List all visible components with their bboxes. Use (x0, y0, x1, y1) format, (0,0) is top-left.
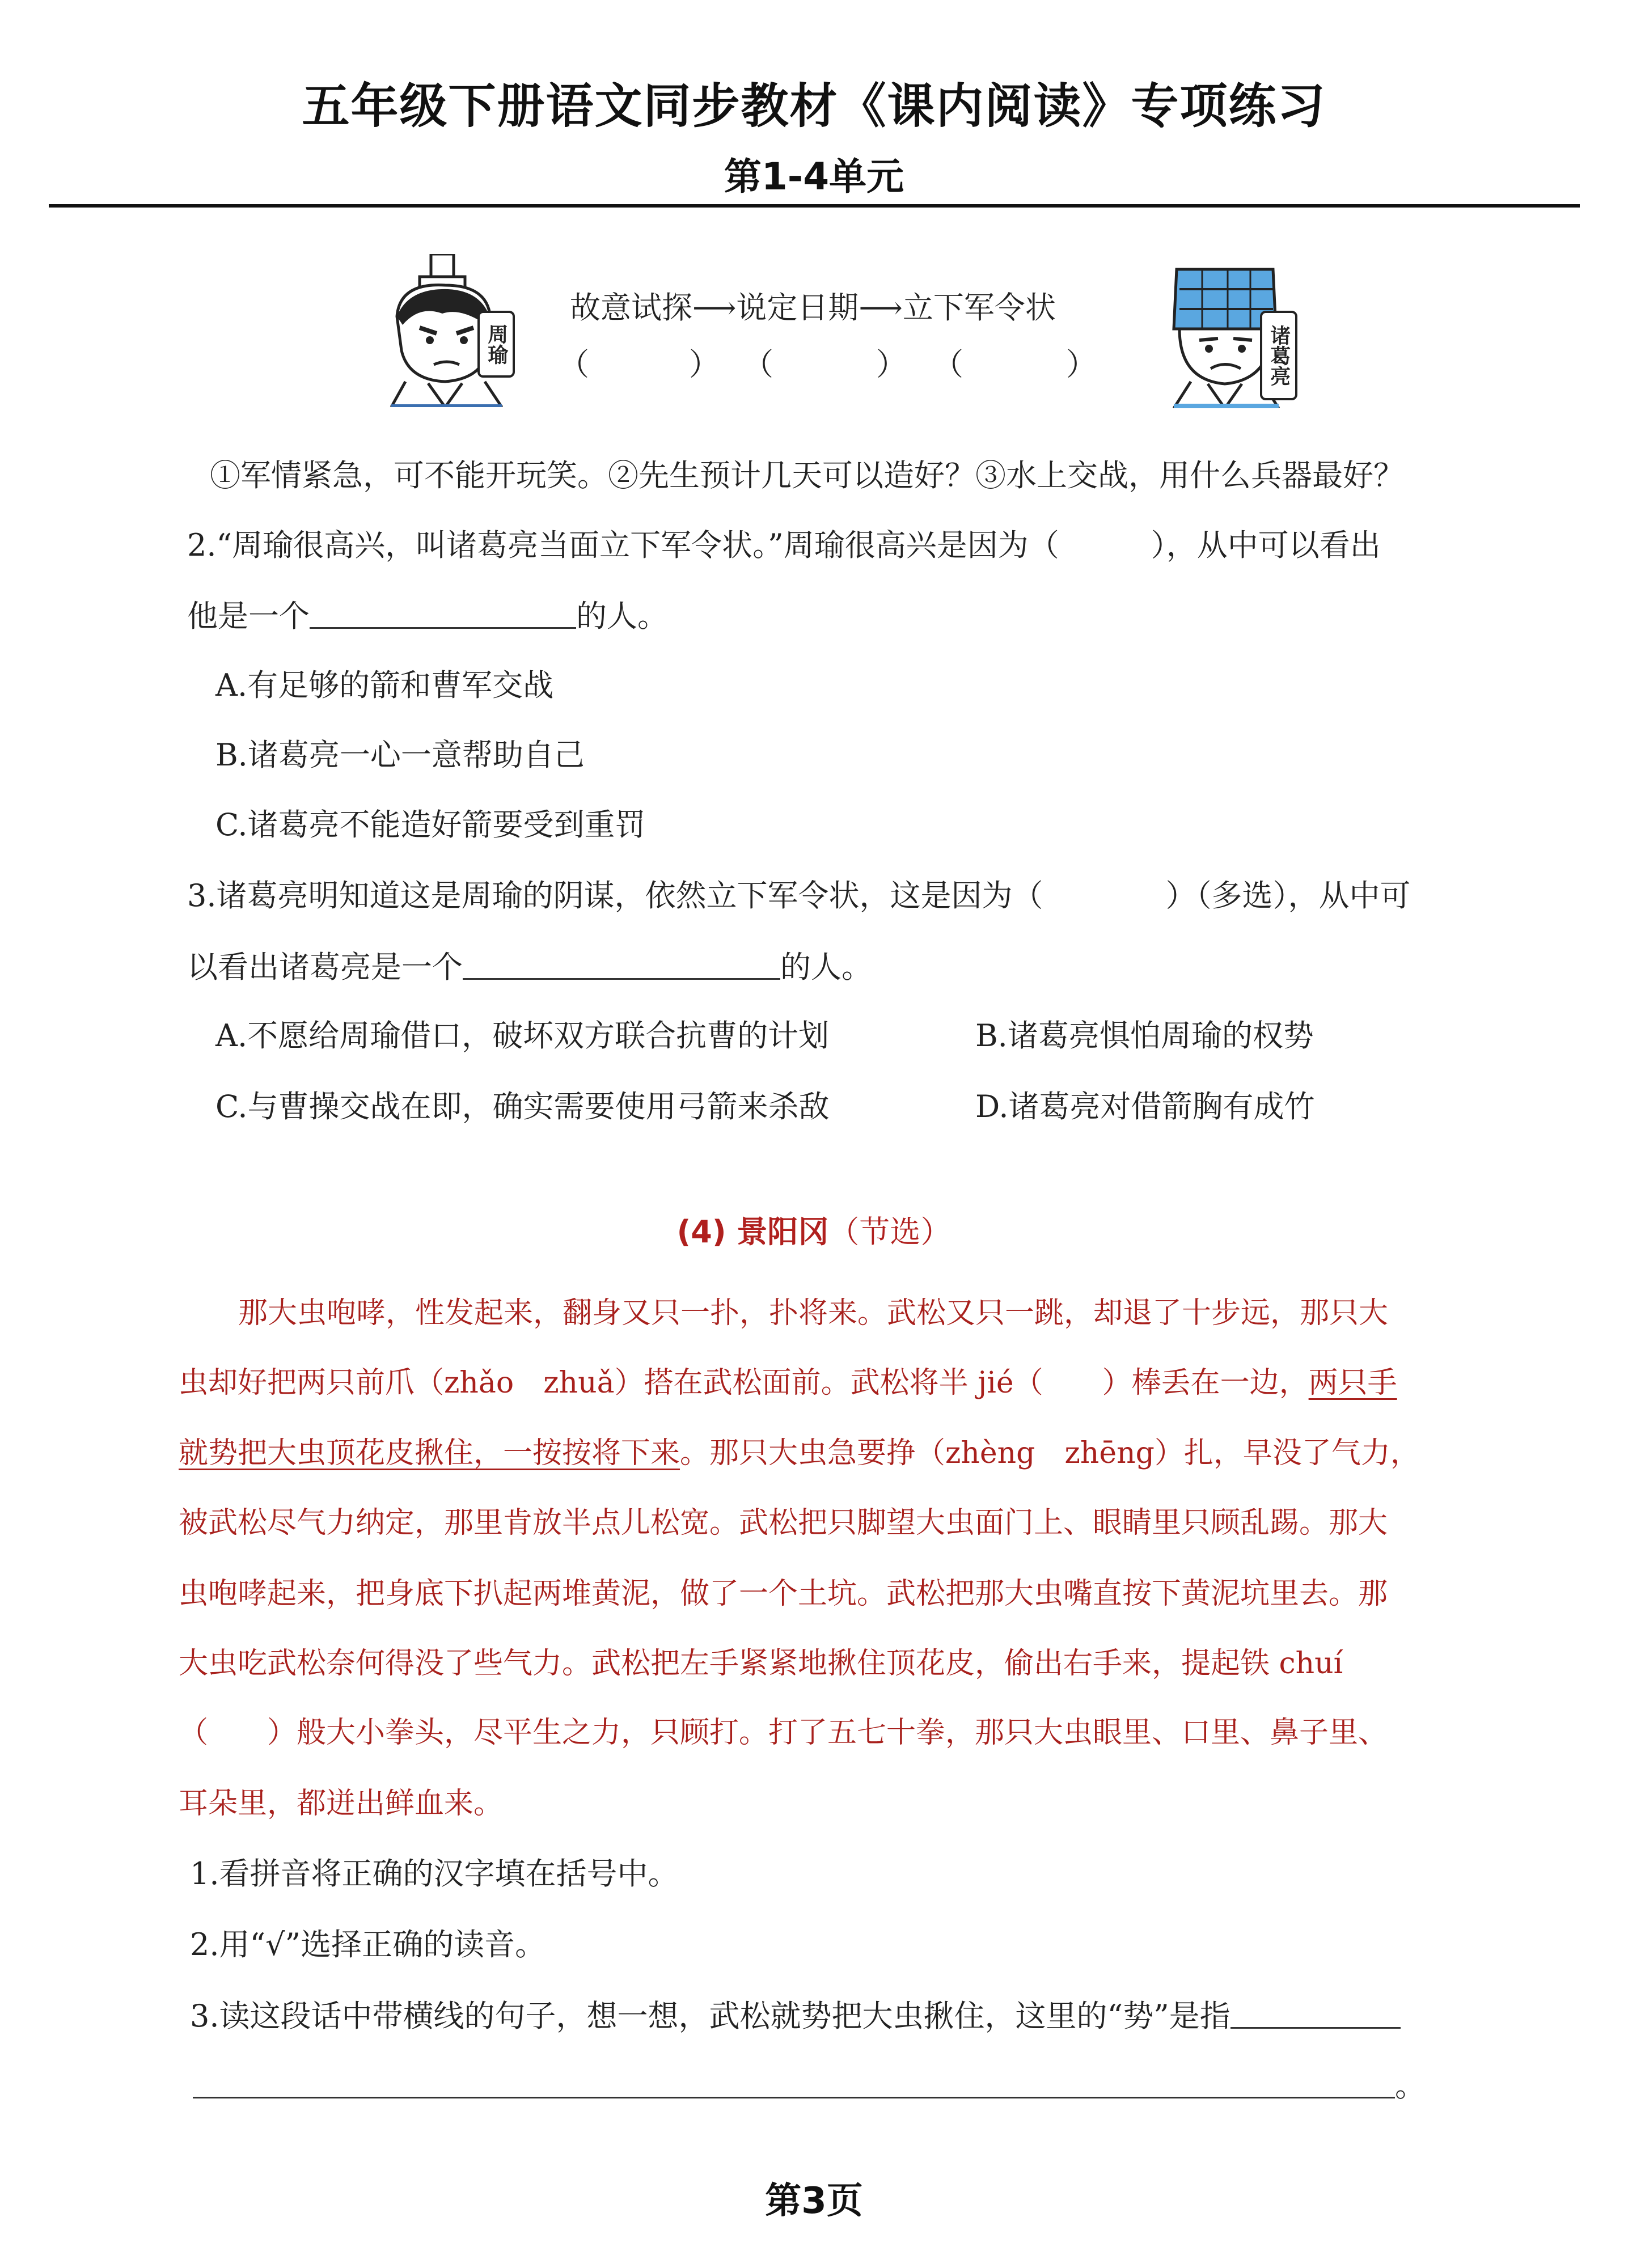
q2-option-c: C.诸葛亮不能造好箭要受到重罚 (215, 807, 646, 843)
passage-line-7: （ ）般大小拳头，尽平生之力，只顾打。打了五七十拳，那只大虫眼里、口里、鼻子里、 (179, 1716, 1388, 1750)
q2-option-a: A.有足够的箭和曹军交战 (215, 667, 554, 703)
section4-question-3-cont: 。 (193, 2070, 1426, 2101)
flow-arrow-icon: ⟶ (859, 290, 903, 325)
flow-blank-2-open: （ (743, 346, 773, 382)
passage-line-4: 被武松尽气力纳定，那里肯放半点儿松宽。武松把只脚望大虫面门上、眼睛里只顾乱踢。那大 (179, 1506, 1388, 1540)
section-title: (4) 景阳冈（节选） (676, 1214, 952, 1250)
passage-line-5: 虫咆哮起来，把身底下扒起两堆黄泥，做了一个土坑。武松把那大虫嘴直按下黄泥坑里去。那 (179, 1577, 1388, 1611)
q3-option-c: C.与曹操交战在即，确实需要使用弓箭来杀敌 (215, 1089, 830, 1124)
section4-q3-blank-b[interactable] (193, 2070, 1395, 2098)
flow-blank-1-open: （ (559, 346, 589, 382)
page-subtitle: 第1-4单元 (724, 155, 904, 198)
passage-line-3: 就势把大虫顶花皮揪住，一按按将下来。那只大虫急要挣（zhèng zhēng）扎，早没了气力， (179, 1436, 1420, 1470)
passage-line-6: 大虫吃武松奈何得没了些气力。武松把左手紧紧地揪住顶花皮，偷出右手来，提起铁 chuí (179, 1647, 1343, 1681)
q3-option-b: B.诸葛亮惧怕周瑜的权势 (975, 1018, 1314, 1053)
choice-options-line: ①军情紧急，可不能开玩笑。②先生预计几天可以造好？③水上交战，用什么兵器最好？ (210, 458, 1404, 493)
flow-blank-3-close: ） (1066, 346, 1097, 382)
underlined-sentence-part1: 两只手 (1308, 1366, 1397, 1400)
header-divider (49, 204, 1580, 208)
flow-arrow-icon: ⟶ (692, 290, 737, 325)
zhuge-liang-label: 诸葛亮 (1260, 311, 1297, 400)
underlined-sentence-part2: 就势把大虫顶花皮揪住，一按按将下来 (179, 1436, 680, 1470)
q3-line2: 以看出诸葛亮是一个 的人。 (187, 949, 872, 985)
q3-option-d: D.诸葛亮对借箭胸有成竹 (975, 1089, 1315, 1124)
section4-q3-blank-a[interactable] (1230, 2000, 1401, 2029)
q3-option-a: A.不愿给周瑜借口，破坏双方联合抗曹的计划 (215, 1018, 830, 1053)
passage-line-8: 耳朵里，都迸出鲜血来。 (179, 1787, 504, 1821)
zhou-yu-label: 周瑜 (477, 311, 515, 378)
section4-question-3: 3.读这段话中带横线的句子，想一想，武松就势把大虫揪住，这里的“势”是指 (190, 2000, 1401, 2032)
section4-question-1: 1.看拼音将正确的汉字填在括号中。 (190, 1856, 679, 1892)
flow-chart (570, 284, 1056, 327)
flow-step-2: 说定日期 (736, 290, 859, 325)
flow-step-3: 立下军令状 (902, 290, 1056, 325)
q3-answer-blank[interactable] (463, 951, 780, 980)
q2-answer-blank[interactable] (310, 600, 576, 629)
q2-line1: 2.“周瑜很高兴，叫诸葛亮当面立下军令状。”周瑜很高兴是因为（ ），从中可以看出 (187, 527, 1381, 563)
flow-step-1: 故意试探 (570, 290, 692, 325)
passage-line-1: 那大虫咆哮，性发起来，翻身又只一扑，扑将来。武松又只一跳，却退了十步远，那只大 (238, 1296, 1389, 1330)
flow-blank-1-close: ） (689, 346, 720, 382)
q3-line1: 3.诸葛亮明知道这是周瑜的阴谋，依然立下军令状，这是因为（ ）（多选），从中可 (187, 878, 1411, 913)
passage-line-2: 虫却好把两只前爪（zhǎo zhuǎ）搭在武松面前。武松将半 jié（ ）棒丢在一边，两只手 (179, 1366, 1397, 1400)
page-title: 五年级下册语文同步教材《课内阅读》专项练习 (302, 78, 1326, 134)
q2-option-b: B.诸葛亮一心一意帮助自己 (215, 737, 585, 773)
flow-blank-2-close: ） (876, 346, 907, 382)
page-number: 第3页 (765, 2180, 863, 2222)
q2-line2: 他是一个 的人。 (187, 598, 668, 634)
flow-blank-3-open: （ (933, 346, 963, 382)
section4-question-2: 2.用“√”选择正确的读音。 (190, 1927, 546, 1962)
